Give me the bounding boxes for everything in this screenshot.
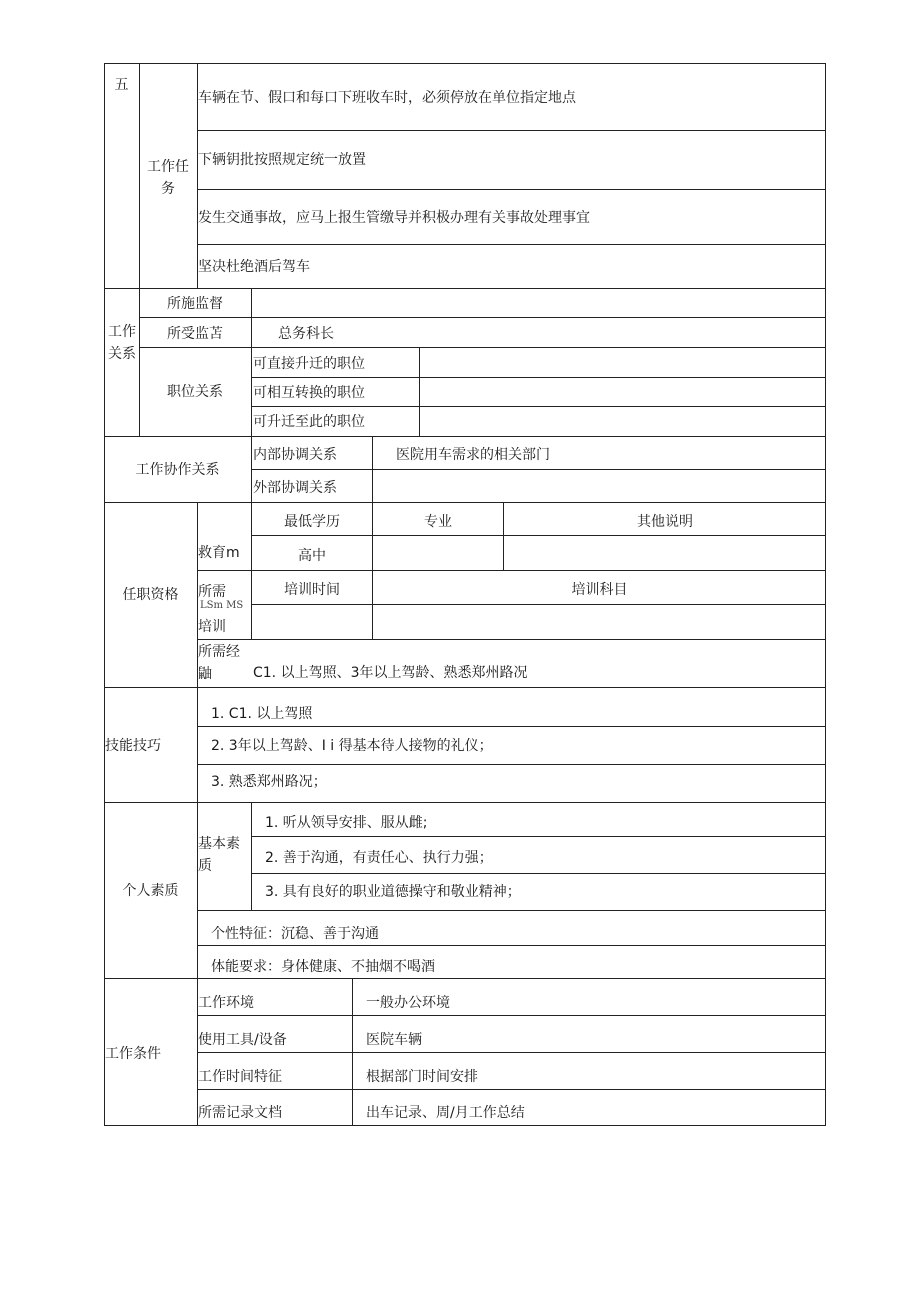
supervised-by-value: 总务科长 [278,326,334,342]
training-time-header: 培训时间 [284,582,340,598]
skills-label: 技能技巧 [105,738,161,754]
interchange-label: 可相互转换的职位 [253,385,365,401]
condition-value-tools: 医院车辆 [366,1032,422,1048]
min-education-value: 高中 [298,548,326,564]
job-description-table [104,63,826,1126]
basic-quality-item-3: 3. 具有良好的职业道德操守和敬业精神； [265,884,521,900]
position-relations-label: 职位关系 [167,384,223,400]
condition-value-hours: 根据部门时间安排 [366,1069,478,1085]
qualifications-label: 任职资格 [122,587,179,603]
basic-quality-item-1: 1. 听从领导安排、服从雌; [265,815,428,831]
external-coordination-label: 外部协调关系 [253,480,337,496]
section-number: 五 [114,77,129,93]
supervises-label: 所施监督 [167,296,223,312]
skill-item-1: 1. C1. 以上驾照 [211,706,313,722]
experience-label: 所需经鼬 [198,644,240,682]
skill-item-2: 2. 3年以上驾龄、I i 得基本待人接物的礼仪； [211,738,493,754]
work-conditions-label: 工作条件 [105,1046,161,1062]
training-label-top: 所需 [198,584,226,600]
skill-item-3: 3. 熟悉郑州路况； [211,774,327,790]
condition-label-tools: 使用工具/设备 [198,1032,287,1048]
condition-label-hours: 工作时间特征 [198,1069,282,1085]
training-label-bottom: 培训 [198,619,226,635]
work-relations-label: 工作关系 [108,324,136,362]
promote-to-label: 可直接升迁的职位 [253,356,365,372]
work-task-item-2: 下辆钥批按照规定统一放置 [198,152,366,168]
training-label-overlay: LSm MS [200,600,244,611]
condition-label-records: 所需记录文档 [198,1105,282,1121]
experience-value: C1. 以上驾照、3年以上驾龄、熟悉郑州路况 [253,665,528,681]
min-education-header: 最低学历 [284,514,340,530]
internal-coordination-label: 内部协调关系 [253,447,337,463]
condition-value-records: 出车记录、周/月工作总结 [366,1105,525,1121]
training-subject-header: 培训科目 [571,582,628,598]
physical-requirements: 体能要求：身体健康、不抽烟不喝酒 [211,959,435,975]
education-label: 救育m [198,545,240,561]
condition-value-environment: 一般办公环境 [366,995,450,1011]
work-task-item-1: 车辆在节、假口和每口下班收车时，必须停放在单位指定地点 [198,90,576,106]
supervised-by-label: 所受监苫 [167,326,223,342]
work-task-item-4: 坚决杜绝酒后驾车 [198,259,310,275]
personality-traits: 个性特征：沉稳、善于沟通 [211,926,379,942]
cooperation-label: 工作协作关系 [135,462,220,478]
basic-quality-label: 基本素质 [198,836,240,874]
personal-quality-label: 个人素质 [122,883,179,899]
other-notes-header: 其他说明 [637,514,693,530]
condition-label-environment: 工作环境 [198,995,254,1011]
work-task-item-3: 发生交通事故，应马上报生管缴导并积极办理有关事故处理事宜 [198,210,590,226]
basic-quality-item-2: 2. 善于沟通，有责任心、执行力强； [265,850,493,866]
work-tasks-label: 工作任务 [147,159,189,197]
internal-coordination-value: 医院用车需求的相关部门 [396,447,550,463]
promote-from-label: 可升迁至此的职位 [253,414,365,430]
major-header: 专业 [424,514,452,530]
